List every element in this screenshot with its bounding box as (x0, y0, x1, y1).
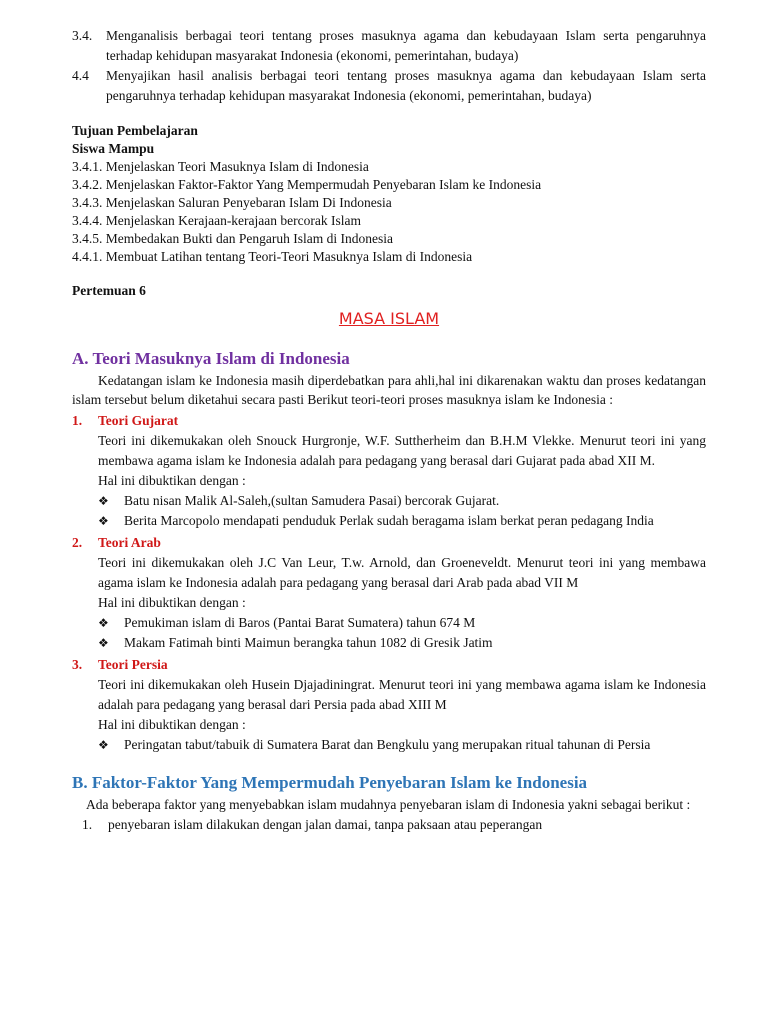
theory-description: Teori ini dikemukakan oleh Snouck Hurgronje, W.F. Suttherheim dan B.H.M Vlekke. Menurut teori ini yang membawa agama islam ke Indonesia adalah para pedagang yang berasal dari Gujarat pada abad XII M. (98, 433, 706, 468)
kd-text: Menyajikan hasil analisis berbagai teori tentang proses masuknya agama dan kebudayaan Islam serta pengaruhnya terhadap kehidupan masyarakat Indonesia (ekonomi, pemerintahan, budaya) (106, 68, 706, 103)
diamond-bullet-icon: ❖ (98, 636, 109, 650)
theory-proof-intro: Hal ini dibuktikan dengan : (98, 473, 246, 488)
page-title-text: MASA ISLAM (338, 309, 440, 328)
theory-title: Teori Arab (98, 535, 161, 550)
kd-number: 3.4. (72, 28, 93, 43)
section-a-heading: A. Teori Masuknya Islam di Indonesia (72, 349, 350, 368)
tujuan-item: 3.4.3. Menjelaskan Saluran Penyebaran Islam Di Indonesia (72, 195, 392, 210)
diamond-bullet-icon: ❖ (98, 616, 109, 630)
theory-number: 2. (72, 535, 83, 550)
proof-bullet-text: Peringatan tabut/tabuik di Sumatera Barat dan Bengkulu yang merupakan ritual tahunan di Persia (124, 737, 651, 752)
proof-bullet-text: Makam Fatimah binti Maimun berangka tahun 1082 di Gresik Jatim (124, 635, 493, 650)
page-title (72, 308, 706, 331)
pertemuan-label: Pertemuan 6 (72, 283, 146, 298)
proof-bullet (72, 511, 706, 531)
proof-bullet-text: Batu nisan Malik Al-Saleh,(sultan Samudera Pasai) bercorak Gujarat. (124, 493, 500, 508)
theory-title: Teori Gujarat (98, 413, 179, 428)
kd-text: Menganalisis berbagai teori tentang proses masuknya agama dan kebudayaan Islam serta pengaruhnya terhadap kehidupan masyarakat Indonesia (ekonomi, pemerintahan, budaya) (106, 28, 706, 63)
theory-number: 3. (72, 657, 83, 672)
tujuan-heading: Tujuan Pembelajaran (72, 123, 198, 138)
tujuan-item: 3.4.5. Membedakan Bukti dan Pengaruh Islam di Indonesia (72, 231, 393, 246)
theory-description: Teori ini dikemukakan oleh J.C Van Leur, T.w. Arnold, dan Groeneveldt. Menurut teori ini yang membawa agama islam ke Indonesia adalah para pedagang yang berasal dari Arab pada abad VII M (98, 555, 706, 590)
tujuan-item: 3.4.1. Menjelaskan Teori Masuknya Islam di Indonesia (72, 159, 369, 174)
proof-bullet (72, 613, 706, 633)
theory-number: 1. (72, 413, 83, 428)
theory-heading (72, 655, 706, 675)
diamond-bullet-icon: ❖ (98, 494, 109, 508)
theory-description: Teori ini dikemukakan oleh Husein Djajadiningrat. Menurut teori ini yang membawa agama islam ke Indonesia adalah para pedagang yang berasal dari Persia pada abad XIII M (98, 677, 706, 712)
theory-heading (72, 411, 706, 431)
factor-text: penyebaran islam dilakukan dengan jalan damai, tanpa paksaan atau peperangan (108, 817, 543, 832)
theory-title: Teori Persia (98, 657, 168, 672)
proof-bullet (72, 633, 706, 653)
diamond-bullet-icon: ❖ (98, 738, 109, 752)
section-b-intro: Ada beberapa faktor yang menyebabkan islam mudahnya penyebaran islam di Indonesia yakni sebagai berikut : (86, 797, 691, 812)
tujuan-item: 3.4.2. Menjelaskan Faktor-Faktor Yang Mempermudah Penyebaran Islam ke Indonesia (72, 177, 542, 192)
tujuan-item: 3.4.4. Menjelaskan Kerajaan-kerajaan bercorak Islam (72, 213, 361, 228)
proof-bullet-text: Berita Marcopolo mendapati penduduk Perlak sudah beragama islam berkat peran pedagang India (124, 513, 654, 528)
factor-number: 1. (82, 817, 93, 832)
tujuan-subheading: Siswa Mampu (72, 141, 155, 156)
factor-item (72, 815, 706, 835)
proof-bullet-text: Pemukiman islam di Baros (Pantai Barat Sumatera) tahun 674 M (124, 615, 476, 630)
theory-proof-intro: Hal ini dibuktikan dengan : (98, 595, 246, 610)
theory-proof-intro: Hal ini dibuktikan dengan : (98, 717, 246, 732)
kd-item (72, 66, 706, 106)
proof-bullet (72, 491, 706, 511)
theory-heading (72, 533, 706, 553)
section-b-heading: B. Faktor-Faktor Yang Mempermudah Penyebaran Islam ke Indonesia (72, 773, 588, 792)
section-a-intro: Kedatangan islam ke Indonesia masih diperdebatkan para ahli,hal ini dikarenakan waktu dan proses kedatangan islam tersebut belum diketahui secara pasti Berikut teori-teori proses masuknya islam ke Indonesia : (72, 373, 706, 407)
proof-bullet (72, 735, 706, 755)
diamond-bullet-icon: ❖ (98, 514, 109, 528)
kd-item (72, 26, 706, 66)
tujuan-item: 4.4.1. Membuat Latihan tentang Teori-Teori Masuknya Islam di Indonesia (72, 249, 473, 264)
kd-number: 4.4 (72, 68, 89, 83)
